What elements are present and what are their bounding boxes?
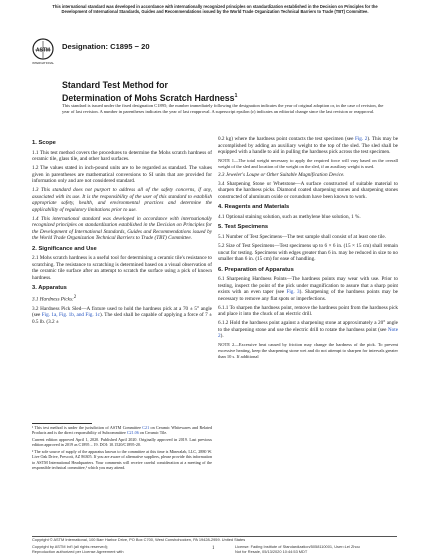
section-heading-significance: 2. Significance and Use bbox=[32, 245, 97, 252]
document-title bbox=[62, 80, 382, 103]
paragraph-1-4: 1.4 This international standard was developed in accordance with internationally recognized principles on standardization established in the Decision on Principles for the Development of International Standards, Guides and Recommendations issued by the World Trade Organization Technical Barriers to Trade (TBT) Committee. bbox=[32, 215, 212, 242]
paragraph-1-3: 1.3 This standard does not purport to address all of the safety concerns, if any, associated with its use. It is the responsibility of the user of this standard to establish appropriate safety, health, and environmental practices and determine the applicability of regulatory limitations prior to use. bbox=[32, 187, 212, 213]
note-2-link[interactable]: Note 2 bbox=[218, 326, 398, 340]
license-right: License: Fading Institute of Standardization/5058110001, User=Lei Zhou Not for Resale, 05/13/2020 10:44:53 MDT bbox=[235, 544, 360, 554]
paragraph-6-1: 6.1 Sharpening Hardness Points—The hardness points may wear with use. Prior to testing, inspect the point of the pick under magnification to assure that a sharp point exists with an even taper (see Fig. 3). Sharpening of the hardness points may be necessary to remove any flat spots or imperfections. bbox=[218, 276, 398, 302]
section-heading-apparatus: 3. Apparatus bbox=[32, 285, 67, 292]
paragraph-2-1: 2.1 Mohs scratch hardness is a useful tool for determining a ceramic tile's resistance to scratching. The resistance to scratching is determined based on a visual observation of the ceramic tile surface after an attempt to scratch the surface using a pick of known hardness. bbox=[32, 255, 212, 281]
paragraph-3-4: 3.4 Sharpening Stone or Whetstone—A surface constructed of suitable material to sharpen the hardness picks. Diamond coated sharpening stones and sharpening stones constructed of aluminum oxide or corundum have been known to work. bbox=[218, 180, 398, 200]
page-number: 1 bbox=[212, 546, 215, 551]
paragraph-5-1: 5.1 Number of Test Specimens—The test sample shall consist of at least one tile. bbox=[218, 233, 386, 240]
committee-c21-link[interactable]: C21 bbox=[142, 425, 150, 430]
designation: Designation: C1895 − 20 bbox=[62, 42, 150, 51]
note-2: NOTE 2—Excessive heat caused by friction may change the hardness of the pick. To prevent excessive heating, keep the sharpening stone wet and do not attempt to sharpen for intervals greater than 10 s. If additional bbox=[218, 342, 398, 359]
note-1: NOTE 1—The total weight necessary to apply the required force will vary based on the overall weight of the sled and location of the weight on the sled, if an auxiliary weight is used. bbox=[218, 158, 398, 169]
title-line-1: Standard Test Method for bbox=[62, 80, 168, 90]
section-heading-scope: 1. Scope bbox=[32, 140, 56, 146]
footnote-divider bbox=[32, 423, 92, 424]
title-line-2: Determination of Mohs Scratch Hardness$^1$ bbox=[62, 92, 238, 103]
footnote-1-edition: Current edition approved April 1, 2020. Published April 2020. Originally approved in 2019. Last previous edition approved in 2019 as C1895 – 19. DOI: 10.1520/C1895-20. bbox=[32, 437, 212, 448]
paragraph-6-1-2: 6.1.2 Hold the hardness point against a sharpening stone at approximately a 20° angle to the sharpening stone and use the electric drill to rotate the hardness point (see Note 2). bbox=[218, 320, 398, 340]
standard-issuance-note: This standard is issued under the fixed designation C1895; the number immediately following the designation indicates the year of original adoption or, in the case of revision, the year of last revision. A number in parentheses indicates the year of last reapproval. A superscript epsilon (ε) indicates an editorial change since the last revision or reapproval. bbox=[62, 103, 384, 114]
section-heading-preparation: 6. Preparation of Apparatus bbox=[218, 266, 294, 273]
wto-banner: This international standard was developed in accordance with internationally recognized principles on standardization established in the Decision on Principles for the Development of International Standards, Guides and Recommendations issued by the World Trade Organization Technical Barriers to Trade (TBT) Committee. bbox=[52, 4, 378, 14]
paragraph-3-3: 3.3 Jeweler's Loupe or Other Suitable Magnification Device. bbox=[218, 171, 345, 178]
logo-caption: INTERNATIONAL bbox=[32, 61, 54, 65]
paragraph-1-2: 1.2 The values stated in inch-pound units are to be regarded as standard. The values given in parentheses are mathematical conversions to SI units that are provided for information only and are not considered standard. bbox=[32, 165, 212, 185]
paragraph-3-2-continued: 0.2 kg) where the hardness point contacts the test specimen (see Fig. 2). This may be accomplished by adding an auxiliary weight to the top of the sled. The sled shall be equipped with a handle to aid in pulling the hardness pick across the test specimen. bbox=[218, 136, 399, 155]
subcommittee-c2106-link[interactable]: C21.06 bbox=[126, 430, 139, 436]
section-heading-reagents: 4. Reagents and Materials bbox=[218, 204, 290, 211]
footnote-2: ² The sole source of supply of the apparatus known to the committee at this time is Mineralab, LLC, 2880 W. Live Oak Drive, Prescott, AZ 86305. If you are aware of alternative suppliers, please provide this information to ASTM International Headquarters. Your comments will receive careful consideration at a meeting of the responsible technical committee,¹ which you may attend. bbox=[32, 449, 212, 470]
figure-3-link[interactable]: Fig. 3 bbox=[286, 289, 300, 296]
right-column bbox=[218, 136, 398, 362]
svg-text:ASTM: ASTM bbox=[35, 47, 51, 54]
paragraph-6-1-1: 6.1.1 To sharpen the hardness point, remove the hardness point from the hardness pick and place it into the chuck of an electric drill. bbox=[218, 304, 398, 318]
title-footnote-mark: 1 bbox=[234, 92, 238, 99]
paragraph-4-1: 4.1 Optional staining solution, such as methylene blue solution, 1 %. bbox=[218, 213, 361, 220]
paragraph-5-2: 5.2 Size of Test Specimens—Test specimens up to 6 × 6 in. (15 × 15 cm) shall remain uncut for testing. Specimens with edges greater than 6 in. may be reduced in size to no smaller than 6 in. (15 cm) for ease of handling. bbox=[218, 243, 398, 263]
astm-logo-icon bbox=[32, 38, 54, 66]
figure-1-link[interactable]: Fig. 1a, Fig. 1b, and Fig. 1c bbox=[41, 312, 100, 319]
left-column bbox=[32, 136, 212, 328]
paragraph-3-1: 3.1 Hardness Picks:2 bbox=[32, 294, 77, 303]
paragraph-1-1: 1.1 This test method covers the procedures to determine the Mohs scratch hardness of ceramic tile, glass tile, and other hard surfaces. bbox=[32, 149, 212, 162]
footnote-1: ¹ This test method is under the jurisdiction of ASTM Committee C21 on Ceramic Whitewares and Related Products and is the direct responsibility of Subcommittee C21.06 on Ceramic Tile. bbox=[32, 425, 212, 436]
copyright-line: Copyright © ASTM International, 100 Barr Harbor Drive, PO Box C700, West Conshohocken, PA 19428-2959. United States bbox=[32, 537, 246, 542]
figure-2-link[interactable]: Fig. 2 bbox=[354, 136, 368, 142]
section-heading-specimens: 5. Test Specimens bbox=[218, 224, 269, 231]
license-left: Copyright by ASTM Int'l (all rights reserved); Reproduction authorized per License Agreement with bbox=[32, 544, 124, 554]
footnotes bbox=[32, 425, 212, 472]
paragraph-3-2: 3.2 Hardness Pick Sled—A fixture used to hold the hardness pick at a 70 ± 5° angle (see Fig. 1a, Fig. 1b, and Fig. 1c). The sled shall be capable of applying a force of 7 ± 0.5 lb. (3.2 ± bbox=[32, 305, 212, 325]
